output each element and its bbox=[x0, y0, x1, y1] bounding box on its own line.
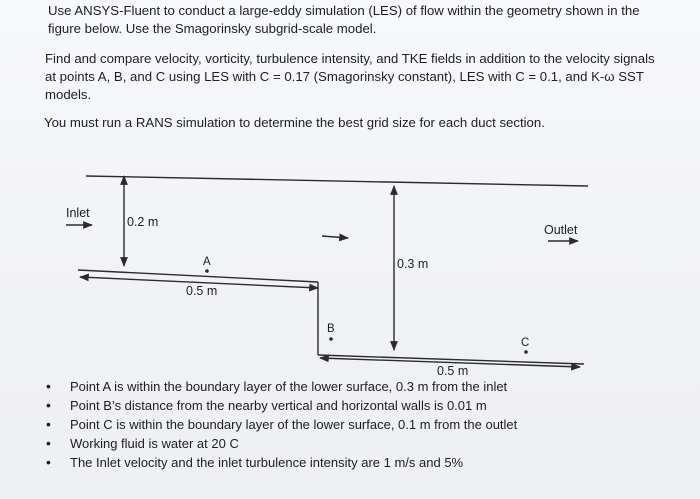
second-length-label: 0.5 m bbox=[437, 364, 469, 378]
note-item: • Working fluid is water at 20 C bbox=[46, 435, 239, 451]
bullet-icon: • bbox=[46, 378, 51, 394]
problem-paragraph-2: Find and compare velocity, vorticity, turbulence intensity, and TKE fields in addition to the velocity signals at points A, B, and C using LES with C = 0.17 (Smagorinsky constant), LES with C = 0.1, and K-ω SST models. bbox=[45, 51, 655, 102]
point-b-marker bbox=[329, 337, 333, 341]
inlet-height-label: 0.2 m bbox=[127, 215, 159, 229]
bullet-icon: • bbox=[46, 435, 51, 451]
bullet-icon: • bbox=[46, 416, 51, 432]
outlet-height-label: 0.3 m bbox=[397, 257, 429, 271]
note-item: • Point B’s distance from the nearby vertical and horizontal walls is 0.01 m bbox=[46, 397, 487, 413]
point-a-label: A bbox=[203, 256, 211, 268]
point-c-marker bbox=[524, 350, 528, 354]
note-item: • Point A is within the boundary layer of the lower surface, 0.3 m from the inlet bbox=[46, 378, 508, 394]
inlet-label: Inlet bbox=[66, 206, 90, 220]
inlet-bottom-wall bbox=[78, 270, 318, 282]
point-b-label: B bbox=[327, 323, 335, 335]
note-item: • The Inlet velocity and the inlet turbulence intensity are 1 m/s and 5% bbox=[46, 454, 464, 470]
mid-flow-arrow bbox=[322, 236, 348, 238]
top-wall bbox=[86, 176, 588, 186]
bullet-icon: • bbox=[46, 397, 51, 413]
point-a-marker bbox=[205, 269, 209, 273]
outlet-label: Outlet bbox=[544, 223, 578, 237]
bullet-icon: • bbox=[46, 454, 51, 470]
point-c-label: C bbox=[521, 337, 530, 349]
first-length-label: 0.5 m bbox=[186, 284, 218, 298]
notes-list bbox=[44, 377, 517, 472]
problem-paragraph-1: Use ANSYS-Fluent to conduct a large-eddy simulation (LES) of flow within the geometry shown in the figure below. Use the Smagorinsky subgrid-scale model. bbox=[48, 3, 640, 36]
note-item: • Point C is within the boundary layer of the lower surface, 0.1 m from the outlet bbox=[46, 416, 518, 432]
problem-paragraph-3: You must run a RANS simulation to determine the best grid size for each duct section. bbox=[44, 115, 545, 130]
